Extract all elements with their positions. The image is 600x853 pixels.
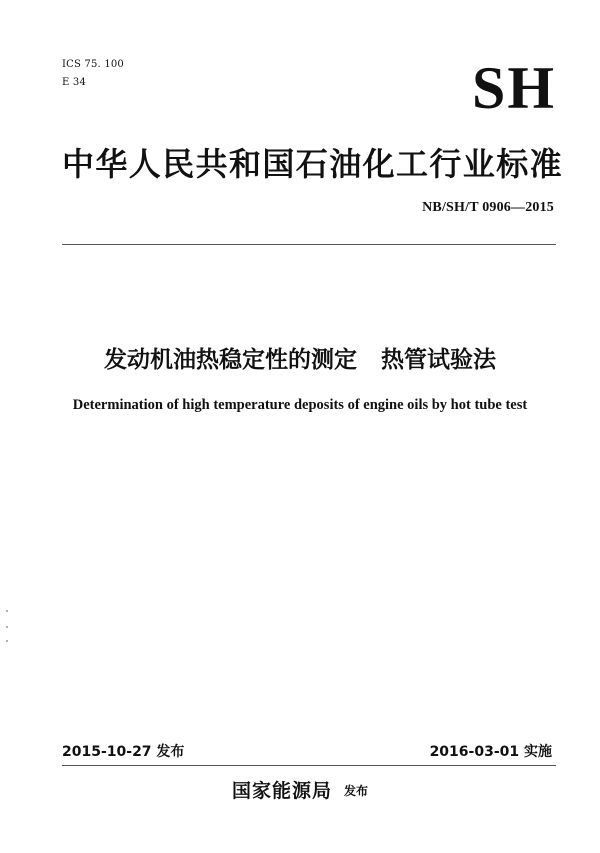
publisher-name: 国家能源局 [231,780,332,802]
issue-date: 2015-10-27 发布 [62,744,185,760]
standard-category-title: 中华人民共和国石油化工行业标准 [62,145,564,183]
bottom-divider [62,765,556,766]
document-title-english: Determination of high temperature deposits of engine oils by hot tube test [72,397,528,413]
implementation-date: 2016-03-01 实施 [429,744,552,760]
top-divider [62,244,556,245]
publisher-suffix: 发布 [344,784,369,798]
sh-logo: SH [471,55,556,121]
scan-speck [6,610,8,612]
ics-code: ICS 75. 100 [62,59,124,70]
ccs-code: E 34 [62,77,87,88]
publisher-line [0,776,600,803]
scan-speck [6,640,8,642]
scan-speck [6,626,8,628]
standard-number: NB/SH/T 0906—2015 [422,200,554,215]
document-title-chinese: 发动机油热稳定性的测定 热管试验法 [103,347,497,373]
